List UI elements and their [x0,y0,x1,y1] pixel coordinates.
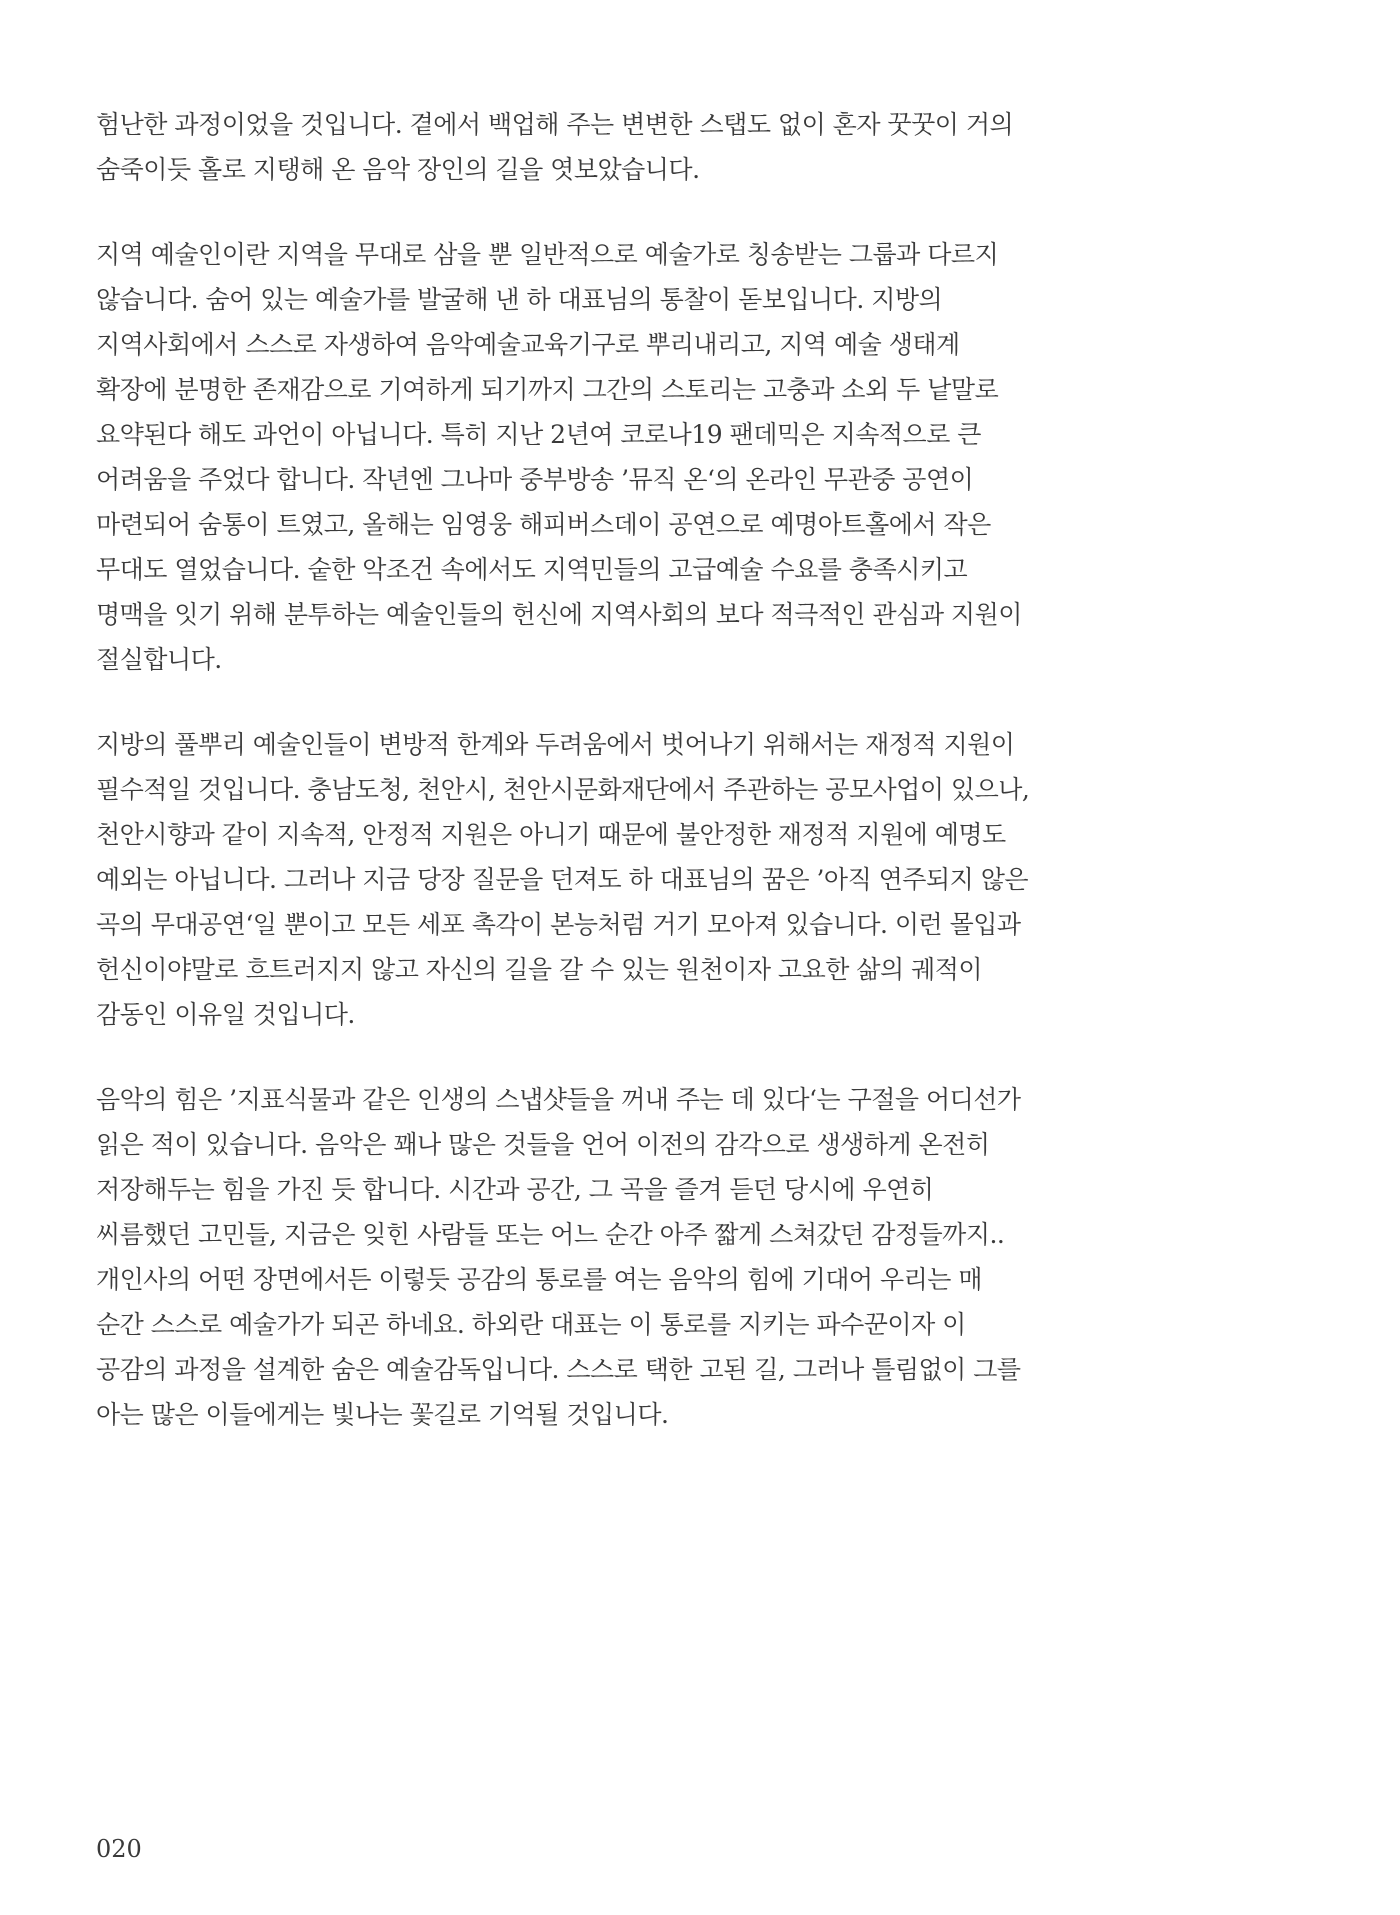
text-line: 마련되어 숨통이 트였고, 올해는 임영웅 해피버스데이 공연으로 예명아트홀에서 작은 [96,510,991,539]
page-number: 020 [96,1835,142,1863]
paragraph-2 [96,232,1096,682]
text-line: 지역 예술인이란 지역을 무대로 삼을 뿐 일반적으로 예술가로 칭송받는 그룹과 다르지 [96,240,999,269]
text-line: 어려움을 주었다 합니다. 작년엔 그나마 중부방송 ’뮤직 온‘의 온라인 무관중 공연이 [96,465,974,494]
text-line: 예외는 아닙니다. 그러나 지금 당장 질문을 던져도 하 대표님의 꿈은 ’아직 연주되지 않은 [96,865,1029,894]
text-line: 아는 많은 이들에게는 빛나는 꽃길로 기억될 것입니다. [96,1400,669,1429]
text-line: 저장해두는 힘을 가진 듯 합니다. 시간과 공간, 그 곡을 즐겨 듣던 당시에 우연히 [96,1175,934,1204]
paragraph-4 [96,1077,1096,1437]
text-line: 요약된다 해도 과언이 아닙니다. 특히 지난 2년여 코로나19 팬데믹은 지속적으로 큰 [96,420,981,449]
text-line: 음악의 힘은 ’지표식물과 같은 인생의 스냅샷들을 꺼내 주는 데 있다‘는 구절을 어디선가 [96,1085,1021,1114]
text-line: 지역사회에서 스스로 자생하여 음악예술교육기구로 뿌리내리고, 지역 예술 생태계 [96,330,960,359]
body-text [96,102,1096,1477]
text-line: 천안시향과 같이 지속적, 안정적 지원은 아니기 때문에 불안정한 재정적 지원에 예명도 [96,820,1006,849]
text-line: 필수적일 것입니다. 충남도청, 천안시, 천안시문화재단에서 주관하는 공모사업이 있으나, [96,775,1030,804]
text-line: 감동인 이유일 것입니다. [96,1000,355,1029]
text-line: 명맥을 잇기 위해 분투하는 예술인들의 헌신에 지역사회의 보다 적극적인 관심과 지원이 [96,600,1022,629]
text-line: 않습니다. 숨어 있는 예술가를 발굴해 낸 하 대표님의 통찰이 돋보입니다. 지방의 [96,285,943,314]
text-line: 헌신이야말로 흐트러지지 않고 자신의 길을 갈 수 있는 원천이자 고요한 삶의 궤적이 [96,955,983,984]
text-line: 씨름했던 고민들, 지금은 잊힌 사람들 또는 어느 순간 아주 짧게 스쳐갔던 감정들까지.. [96,1220,1005,1249]
text-line: 무대도 열었습니다. 숱한 악조건 속에서도 지역민들의 고급예술 수요를 충족시키고 [96,555,968,584]
text-line: 확장에 분명한 존재감으로 기여하게 되기까지 그간의 스토리는 고충과 소외 두 낱말로 [96,375,999,404]
text-line: 개인사의 어떤 장면에서든 이렇듯 공감의 통로를 여는 음악의 힘에 기대어 우리는 매 [96,1265,983,1294]
text-line: 읽은 적이 있습니다. 음악은 꽤나 많은 것들을 언어 이전의 감각으로 생생하게 온전히 [96,1130,990,1159]
paragraph-3 [96,722,1096,1037]
text-line: 곡의 무대공연‘일 뿐이고 모든 세포 촉각이 본능처럼 거기 모아져 있습니다. 이런 몰입과 [96,910,1021,939]
text-line: 숨죽이듯 홀로 지탱해 온 음악 장인의 길을 엿보았습니다. [96,155,700,184]
text-line: 지방의 풀뿌리 예술인들이 변방적 한계와 두려움에서 벗어나기 위해서는 재정적 지원이 [96,730,1015,759]
text-line: 절실합니다. [96,645,222,674]
text-line: 험난한 과정이었을 것입니다. 곁에서 백업해 주는 변변한 스탭도 없이 혼자 꿋꿋이 거의 [96,110,1014,139]
text-line: 순간 스스로 예술가가 되곤 하네요. 하외란 대표는 이 통로를 지키는 파수꾼이자 이 [96,1310,966,1339]
text-line: 공감의 과정을 설계한 숨은 예술감독입니다. 스스로 택한 고된 길, 그러나 틀림없이 그를 [96,1355,1021,1384]
paragraph-1 [96,102,1096,192]
